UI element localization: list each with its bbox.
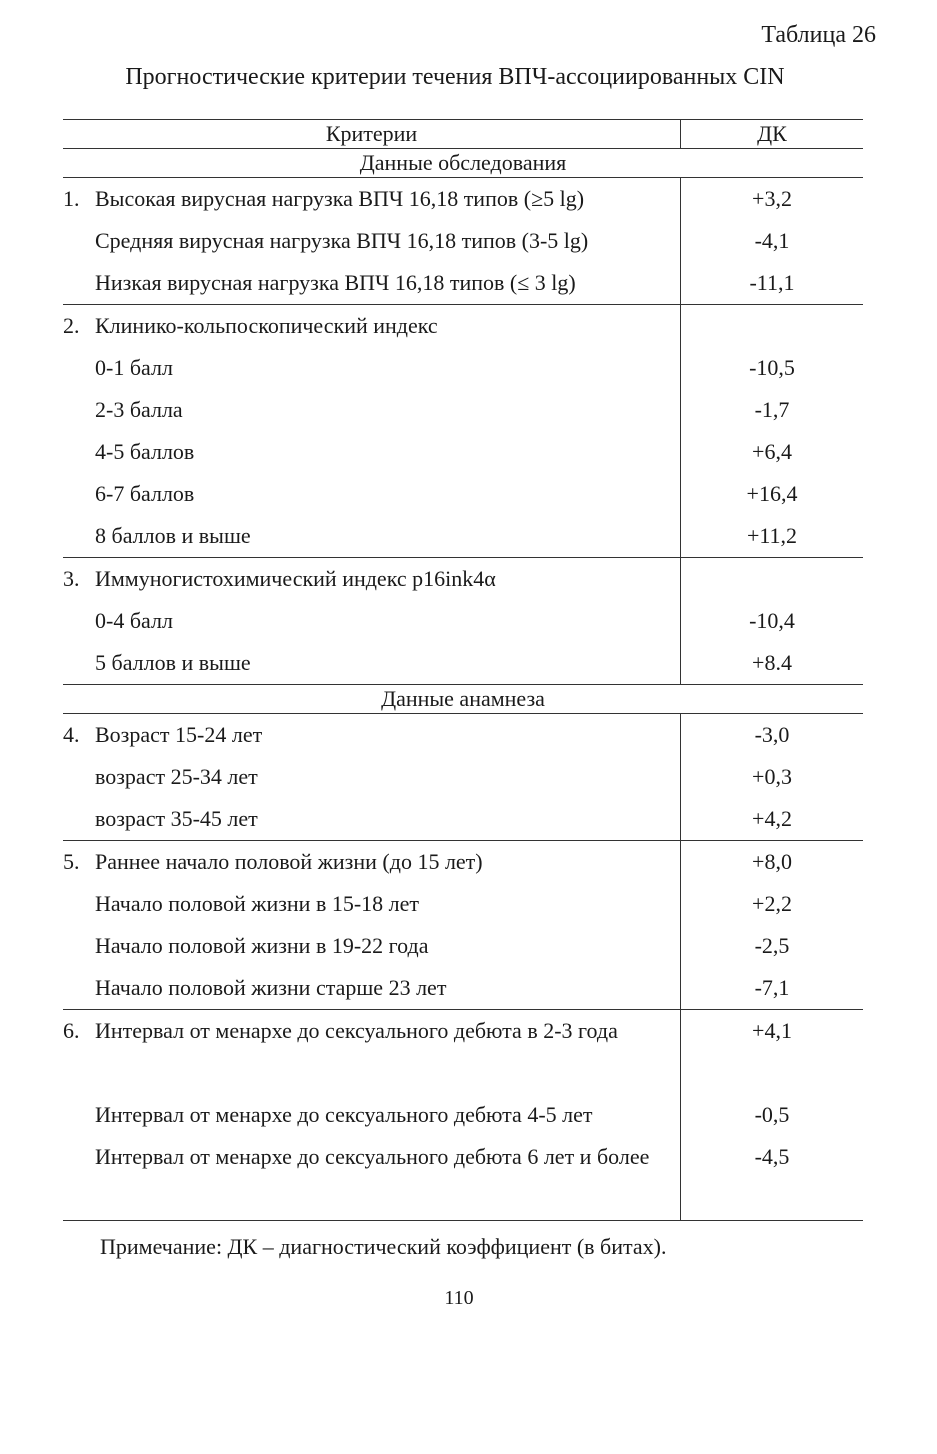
table-caption: Прогностические критерии течения ВПЧ-ассоциированных CIN [125, 64, 785, 90]
dk-value: +0,3 [752, 764, 792, 789]
criteria-group-4 [63, 714, 863, 841]
criteria-row [63, 841, 680, 883]
dk-value: +2,2 [752, 891, 792, 916]
criteria-group-1 [63, 178, 863, 305]
section-title-anamnesis: Данные анамнеза [63, 685, 863, 714]
criteria-text: 6-7 баллов [95, 481, 195, 506]
criteria-row [63, 262, 680, 304]
dk-value [681, 305, 863, 347]
dk-value: +4,2 [752, 806, 792, 831]
table-note: Примечание: ДК – диагностический коэффициент (в битах). [100, 1234, 667, 1259]
criteria-row [63, 558, 680, 600]
criteria-text: Высокая вирусная нагрузка ВПЧ 16,18 типов (≥5 lg) [95, 186, 585, 211]
dk-value: -4,5 [754, 1144, 790, 1169]
criteria-row [63, 967, 680, 1009]
criteria-row [63, 1094, 680, 1136]
group-number: 2. [63, 313, 80, 338]
header-dk: ДК [757, 121, 787, 146]
dk-value: -11,1 [749, 270, 795, 295]
criteria-text: Иммуногистохимический индекс p16ink4α [95, 566, 496, 591]
criteria-row [63, 1010, 680, 1094]
criteria-row [63, 600, 680, 642]
criteria-row [63, 756, 680, 798]
dk-value: -3,0 [754, 722, 790, 747]
page-number: 110 [444, 1287, 474, 1309]
criteria-text: 5 баллов и выше [95, 650, 251, 675]
criteria-text: 0-4 балл [95, 608, 173, 633]
criteria-row [63, 220, 680, 262]
criteria-row [63, 473, 680, 515]
dk-value: -0,5 [754, 1102, 790, 1127]
dk-value: -7,1 [754, 975, 790, 1000]
criteria-row [63, 178, 680, 220]
criteria-text: Начало половой жизни в 19-22 года [95, 933, 429, 958]
header-criteria: Критерии [63, 120, 681, 148]
criteria-row [63, 389, 680, 431]
dk-value: +6,4 [752, 439, 792, 464]
criteria-group-6 [63, 1010, 863, 1220]
dk-value: +3,2 [752, 186, 792, 211]
dk-value: +4,1 [752, 1018, 792, 1043]
criteria-row [63, 431, 680, 473]
criteria-text: Возраст 15-24 лет [95, 722, 263, 747]
dk-value: -1,7 [754, 397, 790, 422]
criteria-text: возраст 25-34 лет [95, 764, 258, 789]
dk-value [681, 558, 863, 600]
dk-value: +16,4 [746, 481, 798, 506]
criteria-row [63, 714, 680, 756]
dk-value: +8,0 [752, 849, 792, 874]
criteria-text: Интервал от менархе до сексуального дебюта 6 лет и более [95, 1144, 650, 1169]
group-number: 1. [63, 186, 80, 211]
group-number: 6. [63, 1018, 80, 1043]
criteria-row [63, 515, 680, 557]
criteria-text: 2-3 балла [95, 397, 183, 422]
dk-value: -2,5 [754, 933, 790, 958]
criteria-text: Раннее начало половой жизни (до 15 лет) [95, 849, 483, 874]
criteria-text: 0-1 балл [95, 355, 173, 380]
criteria-row [63, 883, 680, 925]
criteria-text: Интервал от менархе до сексуального дебюта 4-5 лет [95, 1102, 593, 1127]
criteria-row [63, 798, 680, 840]
criteria-row [63, 925, 680, 967]
criteria-row [63, 642, 680, 684]
section-title-examination: Данные обследования [63, 149, 863, 178]
table-header-row [63, 120, 863, 149]
criteria-text: Средняя вирусная нагрузка ВПЧ 16,18 типов (3-5 lg) [95, 228, 589, 253]
dk-value: -10,5 [749, 355, 795, 380]
group-number: 4. [63, 722, 80, 747]
criteria-group-2 [63, 305, 863, 558]
criteria-text: 8 баллов и выше [95, 523, 251, 548]
criteria-text: 4-5 баллов [95, 439, 195, 464]
dk-value: +8.4 [752, 650, 792, 675]
criteria-group-5 [63, 841, 863, 1010]
criteria-text: Интервал от менархе до сексуального дебюта в 2-3 года [95, 1018, 618, 1043]
group-number: 3. [63, 566, 80, 591]
group-number: 5. [63, 849, 80, 874]
criteria-row [63, 1136, 680, 1220]
criteria-text: Клинико-кольпоскопический индекс [95, 313, 438, 338]
criteria-row [63, 305, 680, 347]
criteria-text: возраст 35-45 лет [95, 806, 258, 831]
table-number: Таблица 26 [761, 22, 876, 48]
dk-value: -4,1 [754, 228, 790, 253]
dk-value: +11,2 [746, 523, 798, 548]
criteria-group-3 [63, 558, 863, 685]
criteria-row [63, 347, 680, 389]
criteria-table [63, 119, 863, 1221]
criteria-text: Начало половой жизни старше 23 лет [95, 975, 447, 1000]
criteria-text: Низкая вирусная нагрузка ВПЧ 16,18 типов (≤ 3 lg) [95, 270, 576, 295]
criteria-text: Начало половой жизни в 15-18 лет [95, 891, 420, 916]
dk-value: -10,4 [749, 608, 795, 633]
